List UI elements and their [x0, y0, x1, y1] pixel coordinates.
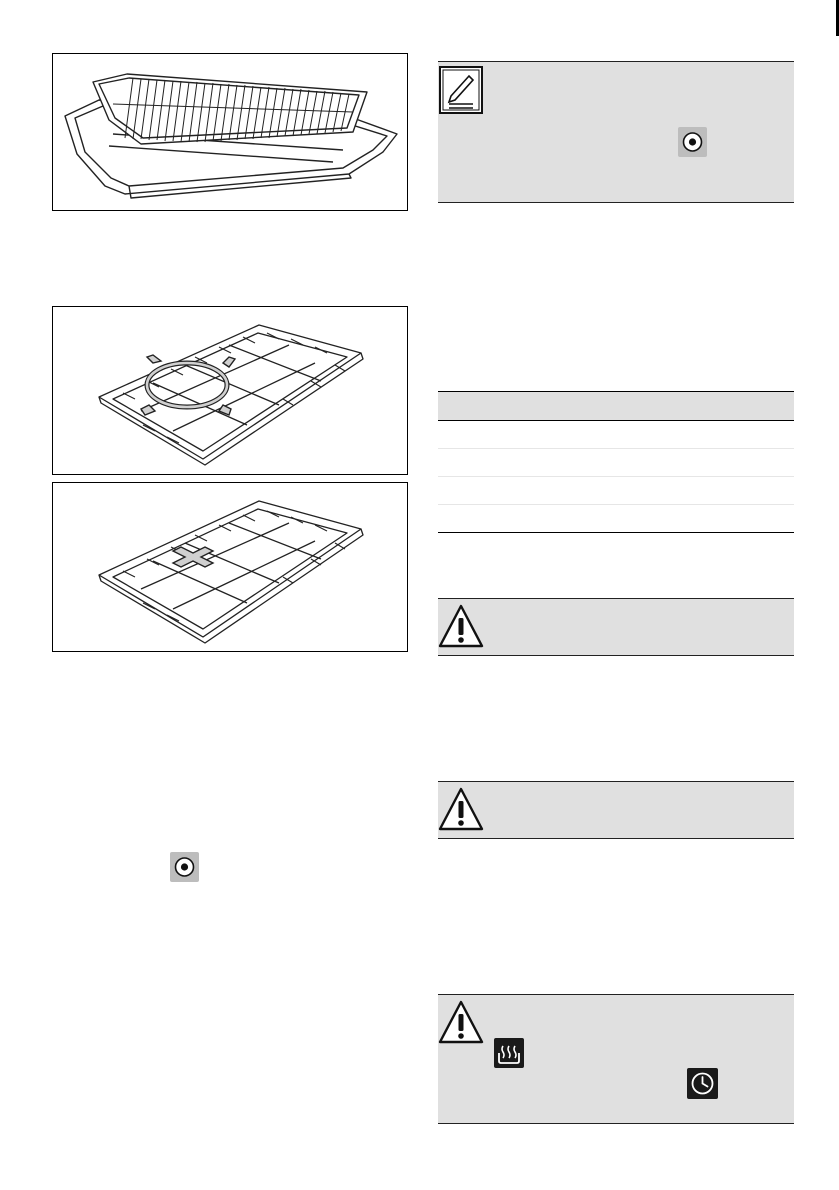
- table-row: [438, 476, 794, 477]
- note-box: [438, 61, 794, 203]
- hob-grid-with-reducer-figure: [52, 482, 408, 652]
- keep-warm-icon: [494, 1038, 524, 1073]
- hob-grid-with-reducer-drawing: [53, 483, 407, 651]
- warning-triangle-icon: [438, 999, 484, 1050]
- pencil-note-icon: [439, 66, 483, 119]
- clock-icon: [687, 1068, 718, 1104]
- hob-grid-with-wok-ring-figure: [52, 306, 408, 475]
- warning-box: [438, 598, 794, 656]
- oven-tray-with-grill-figure: [52, 53, 408, 211]
- hob-grid-with-wok-ring-drawing: [53, 307, 407, 474]
- confirm-dot-icon: [170, 852, 199, 887]
- warning-box: [438, 781, 794, 839]
- table-row: [438, 448, 794, 449]
- oven-tray-with-grill-drawing: [53, 54, 407, 210]
- table-bottom-rule: [438, 532, 794, 533]
- warning-triangle-icon: [438, 786, 484, 837]
- table-row: [438, 504, 794, 505]
- warning-box: [438, 994, 794, 1124]
- table-header: [438, 391, 794, 421]
- confirm-dot-icon: [678, 127, 707, 162]
- warning-triangle-icon: [438, 603, 484, 654]
